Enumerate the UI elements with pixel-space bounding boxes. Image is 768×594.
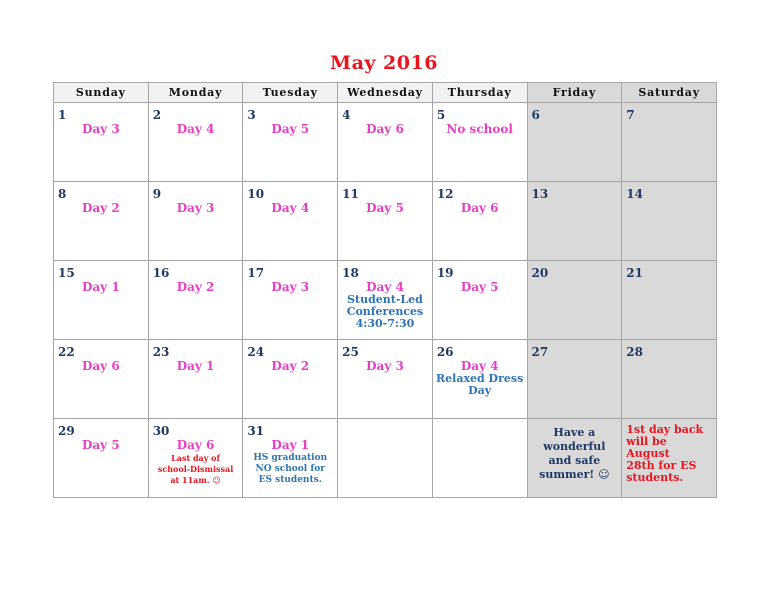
day-number: 21: [626, 266, 643, 280]
day-number: 19: [436, 266, 454, 280]
day-number: 18: [342, 266, 359, 280]
summer-line: [528, 468, 622, 482]
day-number: 25: [342, 345, 359, 359]
day-number: 12: [436, 187, 454, 201]
event-note-line: 4:30-7:30: [355, 317, 415, 330]
day-cell: [622, 261, 717, 340]
event-note: [338, 294, 432, 330]
event-note: [433, 373, 527, 397]
day-cell: [622, 103, 717, 182]
day-cell: [54, 261, 149, 340]
day-rotation: Day 4: [366, 280, 404, 294]
event-note-line: ES students.: [258, 475, 322, 485]
day-rotation: Day 3: [82, 122, 120, 136]
day-cell: [432, 340, 527, 419]
day-rotation: Day 6: [82, 359, 120, 373]
day-cell: [432, 182, 527, 261]
event-note: [243, 453, 337, 486]
day-rotation: Day 1: [271, 438, 310, 452]
event-note-line: Student-Led: [347, 293, 423, 306]
summer-line: wonderful: [543, 440, 606, 453]
day-number: 16: [152, 266, 170, 280]
weekday-sunday: Sunday: [54, 83, 149, 103]
back-to-school-cell: [622, 419, 717, 498]
calendar-grid: [53, 82, 717, 498]
day-number: 24: [247, 345, 265, 359]
day-number: 17: [247, 266, 265, 280]
event-note-line: [149, 475, 243, 486]
day-rotation: Day 1: [82, 280, 120, 294]
day-cell: [622, 182, 717, 261]
day-cell: [148, 419, 243, 498]
day-cell: [243, 261, 338, 340]
day-cell: [527, 103, 622, 182]
day-cell: [527, 182, 622, 261]
week-row-4: [54, 340, 717, 419]
event-note-text: at 11am.: [170, 475, 210, 485]
day-rotation: Day 2: [271, 359, 310, 373]
day-number: 5: [436, 108, 446, 122]
day-cell: [432, 103, 527, 182]
summer-message-cell: [527, 419, 622, 498]
smiley-icon: ☺: [598, 468, 610, 481]
day-rotation: Day 3: [176, 201, 215, 215]
week-row-2: [54, 182, 717, 261]
day-number: 28: [626, 345, 643, 359]
day-rotation: Day 4: [271, 201, 310, 215]
weekday-tuesday: Tuesday: [243, 83, 338, 103]
week-row-3: [54, 261, 717, 340]
day-cell: [243, 182, 338, 261]
day-number: 31: [247, 424, 265, 438]
day-cell: [243, 340, 338, 419]
calendar-title: May 2016: [330, 52, 438, 74]
event-note-line: Day: [468, 384, 492, 397]
day-cell-empty: [338, 419, 433, 498]
day-rotation: Day 5: [271, 122, 310, 136]
day-number: 15: [58, 266, 75, 280]
day-cell-empty: [432, 419, 527, 498]
day-number: 29: [58, 424, 75, 438]
day-cell: [338, 261, 433, 340]
day-cell: [148, 182, 243, 261]
back-note-line: 1st day back: [626, 423, 704, 436]
day-cell: [54, 419, 149, 498]
day-number: 4: [342, 108, 351, 122]
week-row-5: [54, 419, 717, 498]
day-cell: [338, 340, 433, 419]
event-note-line: Conferences: [346, 305, 424, 318]
back-to-school-note: [626, 424, 714, 484]
day-cell: [432, 261, 527, 340]
day-rotation: Day 5: [366, 201, 404, 215]
summer-text: summer!: [539, 468, 595, 481]
day-rotation: Day 3: [271, 280, 310, 294]
back-note-line: students.: [626, 471, 684, 484]
event-note-line: Last day of: [171, 453, 220, 463]
day-cell: [148, 103, 243, 182]
event-note-line: Relaxed Dress: [436, 372, 524, 385]
summer-message: [528, 426, 622, 482]
weekday-friday: Friday: [527, 83, 622, 103]
day-number: 14: [626, 187, 643, 201]
day-number: 1: [58, 108, 67, 122]
day-cell: [243, 103, 338, 182]
event-note-line: school-Dismissal: [157, 464, 234, 474]
day-number: 13: [531, 187, 549, 201]
day-number: 8: [58, 187, 67, 201]
day-rotation: Day 3: [366, 359, 404, 373]
day-rotation: Day 2: [82, 201, 120, 215]
day-number: 26: [436, 345, 454, 359]
day-number: 20: [531, 266, 549, 280]
day-rotation: Day 1: [176, 359, 215, 373]
back-note-line: 28th for ES: [626, 459, 697, 472]
day-rotation: No school: [446, 122, 513, 136]
day-rotation: Day 5: [460, 280, 499, 294]
day-cell: [54, 103, 149, 182]
summer-line: and safe: [548, 454, 601, 467]
day-rotation: Day 6: [176, 438, 215, 452]
day-rotation: Day 6: [366, 122, 404, 136]
day-cell: [527, 261, 622, 340]
day-rotation: Day 5: [82, 438, 120, 452]
weekday-header-row: [54, 83, 717, 103]
week-row-1: [54, 103, 717, 182]
event-note-line: HS graduation: [253, 453, 328, 463]
day-rotation: Day 4: [176, 122, 215, 136]
day-cell: [148, 261, 243, 340]
day-rotation: Day 4: [460, 359, 499, 373]
day-cell: [54, 182, 149, 261]
weekday-thursday: Thursday: [432, 83, 527, 103]
day-number: 23: [152, 345, 170, 359]
day-rotation: Day 6: [460, 201, 499, 215]
day-cell: [148, 340, 243, 419]
day-number: 11: [342, 187, 359, 201]
day-cell: [338, 103, 433, 182]
day-number: 22: [58, 345, 75, 359]
smiley-icon: ☺: [212, 476, 221, 485]
day-number: 27: [531, 345, 549, 359]
day-number: 30: [152, 424, 170, 438]
day-rotation: Day 2: [176, 280, 215, 294]
weekday-monday: Monday: [148, 83, 243, 103]
day-number: 10: [247, 187, 265, 201]
event-note-line: NO school for: [255, 464, 325, 474]
weekday-saturday: Saturday: [622, 83, 717, 103]
event-note: [149, 453, 243, 486]
back-note-line: will be August: [626, 435, 670, 460]
day-cell: [622, 340, 717, 419]
day-cell: [54, 340, 149, 419]
day-cell: [243, 419, 338, 498]
day-number: 9: [152, 187, 162, 201]
day-cell: [338, 182, 433, 261]
day-cell: [527, 340, 622, 419]
day-number: 7: [626, 108, 635, 122]
day-number: 6: [531, 108, 540, 122]
weekday-wednesday: Wednesday: [338, 83, 433, 103]
day-number: 2: [152, 108, 162, 122]
summer-line: Have a: [553, 426, 596, 439]
day-number: 3: [247, 108, 256, 122]
